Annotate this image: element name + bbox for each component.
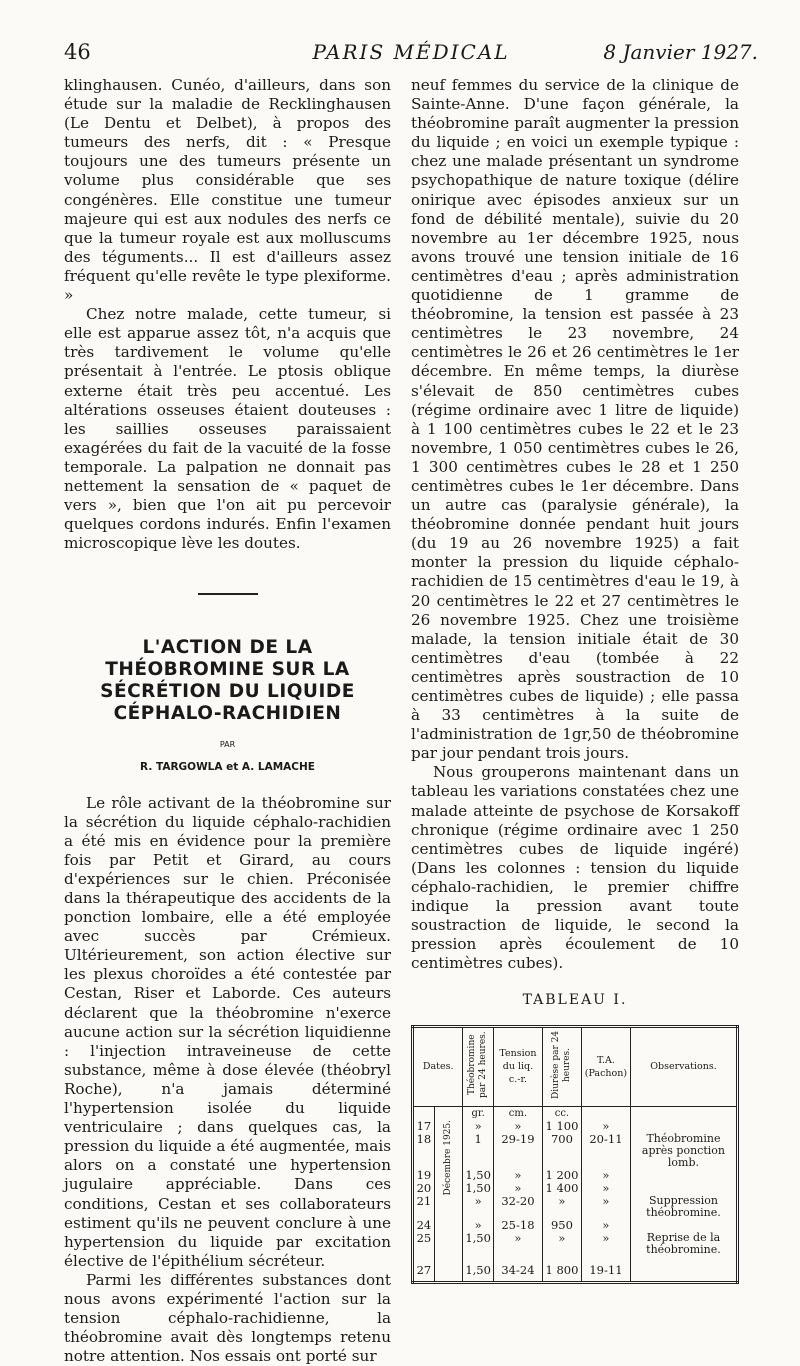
cell-theobromine: 1 [463,1133,494,1169]
cell-tension: 34-24 [493,1256,542,1283]
cell-observation: Reprise de la théobromine. [646,1230,721,1256]
cell-theobromine: 1,50 [463,1182,494,1195]
cell-diurese: 950 [542,1219,581,1232]
cell-date: 25 [413,1232,435,1256]
unit-diurese: cc. [542,1106,581,1120]
cell-ta: » [581,1120,630,1133]
issue-date: 8 Janvier 1927. [603,40,758,64]
body-paragraph: Nous grouperons maintenant dans un tableau les variations constatées chez une malade atteinte de psychose de Korsakoff chronique (régime ordinaire avec 1 250 centimètres cubes de liquide ingéré) (Dans les colonnes : tension du liquide céphalo-rachidien, le premier chiffre indique la pression avant toute soustraction de liquide, le second la pression après écoulement de 10 centimètres cubes). [411,763,739,973]
month-label: Décembre 1925. [434,1120,463,1283]
cell-ta: 20-11 [581,1133,630,1169]
cell-tension: 25-18 [493,1219,542,1232]
cell-theobromine: » [463,1120,494,1133]
cell-observation: Suppression théobromine. [646,1193,721,1219]
cell-ta: 19-11 [581,1256,630,1283]
by-label: PAR [219,740,236,750]
cell-observation [630,1120,737,1133]
header-tension: Tension du liq. c.-r. [493,1026,542,1106]
cell-observation [630,1256,737,1283]
journal-title: PARIS MÉDICAL [312,40,510,64]
cell-diurese: » [542,1195,581,1219]
running-header [64,40,758,70]
body-paragraph: Le rôle activant de la théobromine sur la sécrétion du liquide céphalo-rachidien a été mis en évidence pour la première fois par Petit et Girard, au cours d'expériences sur le chien. Préconisée dans la thérapeutique des accidents de la ponction lombaire, elle a été employée avec succès par Crémieux. Ultérieurement, son action élective sur les plexus choroïdes a été contestée par Cestan, Riser et Laborde. Ces auteurs déclarent que la théobromine n'exerce aucune action sur la sécrétion liquidienne : l'injection intraveineuse de cette substance, même à dose élevée (théobryl Roche), n'a jamais déterminé l'hypertension isolée du liquide ventriculaire ; dans quelques cas, la pression du liquide a été augmentée, mais alors on a constaté une hypertension jugulaire appréciable. Dans ces conditions, Cestan et ses collaborateurs estiment qu'ils ne peuvent conclure à une hypertension du liquide par excitation élective de l'épithélium sécréteur. [64,793,391,1270]
page-number: 46 [64,40,91,64]
header-theobromine: Théobromine par 24 heures. [463,1026,494,1106]
left-column [64,76,391,1366]
cell-date: 17 [413,1120,435,1133]
cell-date: 19 [413,1169,435,1182]
cell-theobromine: 1,50 [463,1169,494,1182]
cell-ta: » [581,1195,630,1219]
cell-tension: » [493,1182,542,1195]
table-header-row [413,1026,738,1106]
cell-tension: 29-19 [493,1133,542,1169]
cell-tension: » [493,1169,542,1182]
body-paragraph: Parmi les différentes substances dont nous avons expérimenté l'action sur la tension céphalo-rachidienne, la théobromine avait dès longtemps retenu notre attention. Nos essais ont porté sur [64,1270,391,1366]
cell-ta: » [581,1169,630,1182]
cell-diurese: 1 800 [542,1256,581,1283]
header-dates: Dates. [413,1026,463,1106]
cell-diurese: 1 100 [542,1120,581,1133]
units-row [413,1106,738,1120]
body-paragraph: Chez notre malade, cette tumeur, si elle est apparue assez tôt, n'a acquis que très tardivement le volume qu'elle présentait à l'entrée. Le ptosis oblique externe était très peu accentué. Les altérations osseuses étaient douteuses : les saillies osseuses paraissaient exagérées du fait de la vacuité de la fosse temporale. La palpation ne donnait pas nettement la sensation de « paquet de vers », bien que l'on ait pu percevoir quelques cordons indurés. Enfin l'examen microscopique lève les doutes. [64,305,391,553]
cell-diurese: 1 400 [542,1182,581,1195]
cell-ta: » [581,1219,630,1232]
cell-date: 18 [413,1133,435,1169]
cell-tension: » [493,1232,542,1256]
cell-date: 21 [413,1195,435,1219]
body-paragraph: neuf femmes du service de la clinique de Sainte-Anne. D'une façon générale, la théobromine paraît augmenter la pression du liquide ; en voici un exemple typique : chez une malade présentant un syndrome psychopathique de nature toxique (délire onirique avec épisodes anxieux sur un fond de débilité mentale), suivie du 20 novembre au 1er décembre 1925, nous avons trouvé une tension initiale de 16 centimètres d'eau ; après administration quotidienne de 1 gramme de théobromine, la tension est passée à 23 centimètres le 23 novembre, 24 centimètres le 26 et 26 centimètres le 1er décembre. En même temps, la diurèse s'élevait de 850 centimètres cubes (régime ordinaire avec 1 litre de liquide) à 1 100 centimètres cubes le 22 et le 23 novembre, 1 050 centimètres cubes le 26, 1 300 centimètres cubes le 28 et 1 250 centimètres cubes le 1er décembre. Dans un autre cas (paralysie générale), la théobromine donnée pendant huit jours (du 19 au 26 novembre 1925) a fait monter la pression du liquide céphalo-rachidien de 15 centimètres d'eau le 19, à 20 centimètres le 22 et 27 centimètres le 26 novembre 1925. Chez une troisième malade, la tension initiale était de 30 centimètres d'eau (tombée à 22 centimètres après soustraction de 10 centimètres cubes de liquide) ; elle passa à 33 centimètres à la suite de l'administration de 1gr,50 de théobromine par jour pendant trois jours. [411,76,739,763]
header-ta: T.A. (Pachon) [581,1026,630,1106]
cell-date: 24 [413,1219,435,1232]
cell-diurese: 700 [542,1133,581,1169]
header-observations: Observations. [630,1026,737,1106]
cell-date: 27 [413,1256,435,1283]
table-caption: TABLEAU I. [522,992,628,1009]
cell-theobromine: » [463,1195,494,1219]
article-title [64,637,391,725]
authors: R. TARGOWLA et A. LAMACHE [140,761,315,774]
cell-date: 20 [413,1182,435,1195]
right-column [411,76,739,1284]
cell-observation: Théobromine après ponction lomb. [641,1131,725,1169]
cell-observation [630,1182,737,1195]
cell-diurese: » [542,1232,581,1256]
cell-ta: » [581,1232,630,1256]
unit-tension: cm. [493,1106,542,1120]
cell-observation [630,1169,737,1182]
cell-ta: » [581,1182,630,1195]
cell-theobromine: 1,50 [463,1256,494,1283]
section-divider [198,593,258,595]
article-title-line: L'ACTION DE LA [142,637,313,659]
cell-theobromine: » [463,1219,494,1232]
header-diurese: Diurèse par 24 heures. [542,1026,581,1106]
data-table [411,1025,739,1284]
body-paragraph: klinghausen. Cunéo, d'ailleurs, dans son étude sur la maladie de Recklinghausen (Le Dentu et Delbet), à propos des tumeurs des nerfs, dit : « Presque toujours une des tumeurs présente un volume plus considérable que ses congénères. Elle constitue une tumeur majeure qui est aux nodules des nerfs ce que la tumeur royale est aux molluscums des téguments... Il est d'ailleurs assez fréquent qu'elle revête le type plexiforme. » [64,76,391,305]
cell-tension: » [493,1120,542,1133]
cell-diurese: 1 200 [542,1169,581,1182]
unit-theobromine: gr. [463,1106,494,1120]
article-title-line: THÉOBROMINE SUR LA [105,659,350,681]
article-title-line: SÉCRÉTION DU LIQUIDE [100,681,355,703]
cell-tension: 32-20 [493,1195,542,1219]
cell-theobromine: 1,50 [463,1232,494,1256]
table-row [413,1120,738,1133]
article-title-line: CÉPHALO-RACHIDIEN [113,703,342,725]
cell-observation [630,1219,737,1232]
